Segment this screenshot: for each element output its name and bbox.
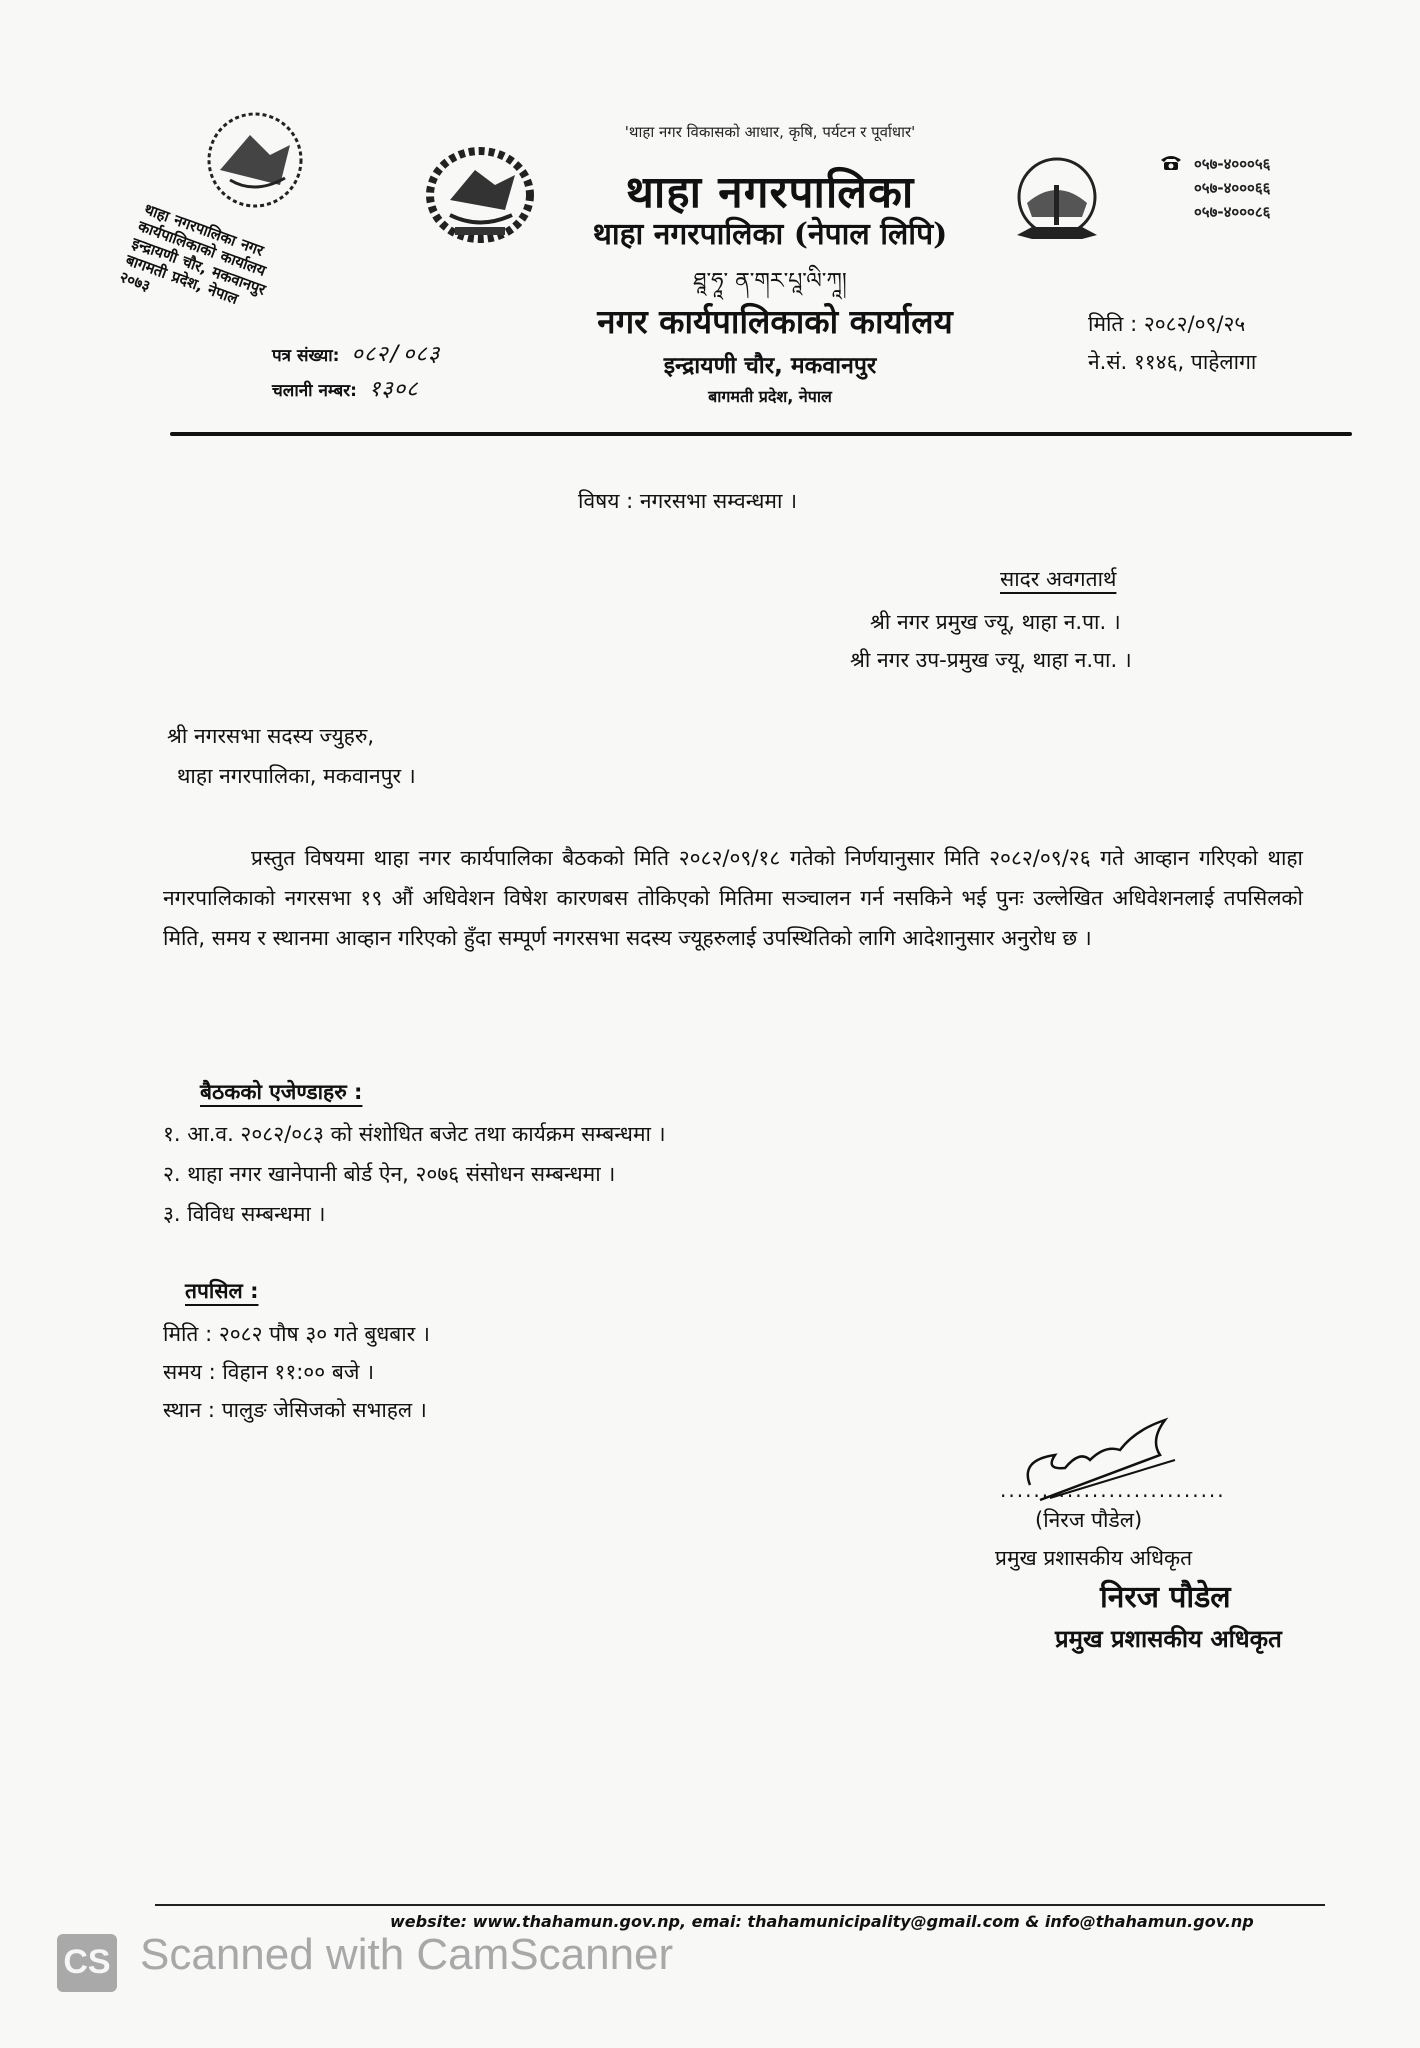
title-stamp: प्रमुख प्रशासकीय अधिकृत xyxy=(1055,1625,1282,1653)
municipality-name-tibetan: ཐཱ་ཧཱ་ ན་གར་པཱ་ལི་ཀཱ། xyxy=(693,269,847,294)
schedule-venue: स्थान : पालुङ जेसिजको सभाहल । xyxy=(163,1398,427,1422)
phone-number: ०५७-४०००५६ xyxy=(1194,155,1271,173)
dispatch-no-value: १३०८ xyxy=(368,377,419,402)
header-motto: 'थाहा नगर विकासको आधार, कृषि, पर्यटन र पूर्वाधार' xyxy=(624,123,916,141)
addressee-line: श्री नगरसभा सदस्य ज्युहरु, xyxy=(167,724,375,748)
signatory-title: प्रमुख प्रशासकीय अधिकृत xyxy=(995,1546,1193,1570)
body-paragraph: प्रस्तुत विषयमा थाहा नगर कार्यपालिका बैठकको मिति २०८२/०९/१८ गतेको निर्णयानुसार मिति २०८२/०९/२६ गते आव्हान गरिएको थाहा नगरपालिकाको नगरसभा १९ औं अधिवेशन विषेश कारणबस तोकिएको मितिमा सञ्चालन गर्न नसकिने भई पुनः उल्लेखित अधिवेशनलाई तपसिलको मिति, समय र स्थानमा आव्हान गरिएको हुँदा सम्पूर्ण नगरसभा सदस्य ज्यूहरुलाई उपस्थितिको लागि आदेशानुसार अनुरोध छ । xyxy=(163,846,1303,950)
camscanner-watermark: Scanned with CamScanner xyxy=(140,1930,674,1979)
footer-divider xyxy=(155,1904,1325,1906)
municipality-name: थाहा नगरपालिका xyxy=(625,167,915,218)
schedule-heading: तपसिल : xyxy=(185,1279,259,1303)
schedule-time: समय : विहान ११:०० बजे । xyxy=(163,1360,375,1384)
municipality-name-newari: थाहा नगरपालिका (नेपाल लिपि) xyxy=(592,217,948,252)
agenda-heading: बैठकको एजेण्डाहरु : xyxy=(200,1080,363,1104)
footer-contact: website: www.thahamun.gov.np, emai: thahamunicipality@gmail.com & info@thahamun.gov.np xyxy=(390,1912,1254,1931)
name-stamp: निरज पौडेल xyxy=(1100,1580,1231,1615)
office-province: बागमती प्रदेश, नेपाल xyxy=(708,387,832,406)
header-divider xyxy=(170,432,1352,436)
office-address: इन्द्रायणी चौर, मकवानपुर xyxy=(663,353,877,379)
date-block xyxy=(1088,305,1256,381)
phone-number: ०५७-४०००६६ xyxy=(1194,179,1271,197)
phone-number: ०५७-४०००८६ xyxy=(1194,203,1271,221)
agenda-item: ३. विविध सम्बन्धमा । xyxy=(163,1202,326,1226)
reference-block xyxy=(272,338,440,408)
schedule-date: मिति : २०८२ पौष ३० गते बुधबार । xyxy=(163,1322,430,1346)
office-name: नगर कार्यपालिकाको कार्यालय xyxy=(597,302,953,341)
dispatch-no-label: चलानी नम्बर: xyxy=(272,381,357,401)
cc-heading: सादर अवगतार्थ xyxy=(1000,567,1117,591)
schedule-list xyxy=(163,1315,430,1429)
letter-date: मिति : २०८२/०९/२५ xyxy=(1088,312,1246,336)
signatory-name: (निरज पौडेल) xyxy=(1035,1508,1143,1532)
signature-line: ........................... xyxy=(1000,1478,1226,1502)
stamp-text: थाहा नगरपालिका नगर कार्यपालिकाको कार्यालय इन्द्रायणी चौर, मकवानपुर बागमती प्रदेश, नेपाल २०७३ xyxy=(117,200,269,309)
municipal-emblem-icon xyxy=(1012,155,1102,250)
subject-line: विषय : नगरसभा सम्वन्धमा । xyxy=(578,489,798,513)
agenda-item: २. थाहा नगर खानेपानी बोर्ड ऐन, २०७६ संसोधन सम्बन्धमा । xyxy=(163,1162,616,1186)
camscanner-logo-icon: CS xyxy=(57,1934,117,1992)
nepal-sambat-date: ने.सं. ११४६, पाहेलागा xyxy=(1088,350,1257,374)
letter-no-label: पत्र संख्या: xyxy=(272,346,340,366)
nepal-emblem-icon xyxy=(420,145,540,245)
stamp-emblem-icon xyxy=(140,100,340,210)
addressee-line: थाहा नगरपालिका, मकवानपुर । xyxy=(177,764,416,788)
agenda-item: १. आ.व. २०८२/०८३ को संशोधित बजेट तथा कार्यक्रम सम्बन्धमा । xyxy=(163,1122,666,1146)
letter-no-value: ०८२/०८३ xyxy=(351,342,441,367)
phone-list xyxy=(1160,152,1270,224)
agenda-list xyxy=(163,1114,666,1234)
cc-recipient: श्री नगर प्रमुख ज्यू, थाहा न.पा. । xyxy=(870,610,1121,634)
cc-recipient: श्री नगर उप-प्रमुख ज्यू, थाहा न.पा. । xyxy=(850,648,1132,672)
